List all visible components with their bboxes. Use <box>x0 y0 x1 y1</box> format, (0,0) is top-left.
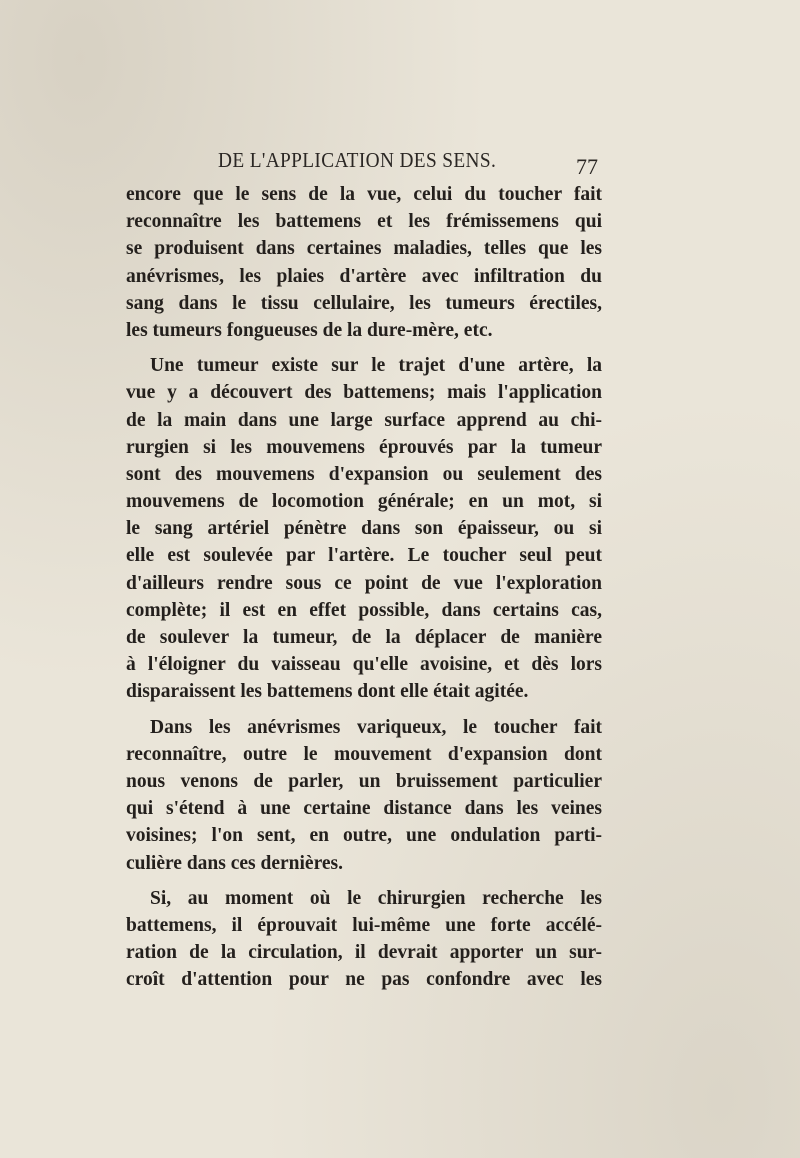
paragraph-1 <box>126 181 602 344</box>
text-line: mouvemens de locomotion générale; en un mot, si <box>126 491 602 513</box>
text-line: les tumeurs fongueuses de la dure-mère, etc. <box>126 319 493 341</box>
text-line: Dans les anévrismes variqueux, le toucher fait <box>150 716 602 738</box>
running-title: DE L'APPLICATION DES SENS. <box>218 148 497 172</box>
text-line: culière dans ces dernières. <box>126 852 343 874</box>
text-line: reconnaître les battemens et les frémissemens qui <box>126 211 602 233</box>
body-text <box>126 181 602 993</box>
text-line: à l'éloigner du vaisseau qu'elle avoisine, et dès lors <box>126 654 602 676</box>
text-line: croît d'attention pour ne pas confondre avec les <box>126 969 602 991</box>
text-line: elle est soulevée par l'artère. Le toucher seul peut <box>126 545 602 567</box>
text-line: de la main dans une large surface apprend au chi- <box>126 409 602 431</box>
text-line: nous venons de parler, un bruissement particulier <box>126 770 602 792</box>
text-line: sang dans le tissu cellulaire, les tumeurs érectiles, <box>126 292 602 314</box>
text-line: rurgien si les mouvemens éprouvés par la tumeur <box>126 436 602 458</box>
paragraph-2 <box>126 352 602 705</box>
text-line: le sang artériel pénètre dans son épaisseur, ou si <box>126 518 602 540</box>
text-line: ration de la circulation, il devrait apporter un sur- <box>126 942 602 964</box>
paragraph-3 <box>126 714 602 877</box>
text-line: de soulever la tumeur, de la déplacer de manière <box>126 627 602 648</box>
text-line: reconnaître, outre le mouvement d'expansion dont <box>126 743 602 765</box>
text-line: se produisent dans certaines maladies, telles que les <box>126 238 602 260</box>
text-line: voisines; l'on sent, en outre, une ondulation parti- <box>126 825 602 847</box>
text-line: Si, au moment où le chirurgien recherche les <box>150 887 602 909</box>
text-line: vue y a découvert des battemens; mais l'application <box>126 382 602 404</box>
text-line: battemens, il éprouvait lui-même une forte accélé- <box>126 914 602 936</box>
page-header <box>120 146 600 178</box>
text-line: encore que le sens de la vue, celui du toucher fait <box>126 184 602 205</box>
text-line: complète; il est en effet possible, dans certains cas, <box>126 599 602 621</box>
text-line: qui s'étend à une certaine distance dans les veines <box>126 798 602 820</box>
text-line: d'ailleurs rendre sous ce point de vue l'exploration <box>126 572 602 594</box>
text-line: sont des mouvemens d'expansion ou seulement des <box>126 463 602 485</box>
text-line: Une tumeur existe sur le trajet d'une artère, la <box>150 355 602 377</box>
text-line: anévrismes, les plaies d'artère avec infiltration du <box>126 265 602 287</box>
page-number: 77 <box>576 154 598 179</box>
text-line: disparaissent les battemens dont elle était agitée. <box>126 681 529 703</box>
paragraph-4 <box>126 885 602 994</box>
